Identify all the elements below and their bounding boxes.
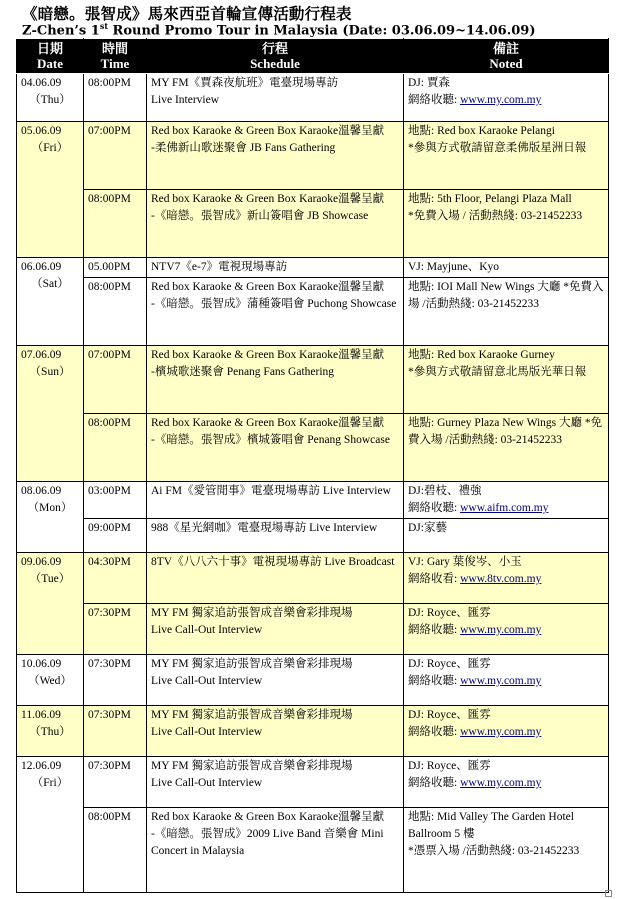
date-value: 11.06.09 — [21, 709, 61, 721]
website-link[interactable]: www.my.com.my — [460, 675, 542, 687]
time-cell: 05.00PM — [84, 258, 147, 278]
website-link[interactable]: www.my.com.my — [460, 624, 542, 636]
schedule-line: Live Call-Out Interview — [151, 777, 263, 789]
time-cell: 07:30PM — [84, 604, 147, 655]
table-row — [17, 757, 609, 808]
weekday-value: （Sun） — [29, 366, 71, 378]
note-prefix: 網絡收聽: — [408, 726, 461, 738]
noted-cell — [404, 346, 609, 414]
noted-cell — [404, 190, 609, 258]
note-prefix: 網絡收聽: — [408, 777, 461, 789]
header-time — [84, 39, 147, 74]
noted-cell — [404, 278, 609, 346]
note-prefix: 網絡收聽: — [408, 94, 461, 106]
document-title: 《暗戀。張智成》馬來西亞首輪宣傳活動行程表 — [22, 4, 352, 23]
weekday-value: （Sat） — [31, 278, 69, 290]
date-value: 07.06.09 — [21, 349, 62, 361]
schedule-table — [16, 38, 609, 893]
schedule-line: -柔佛新山歌迷聚會 JB Fans Gathering — [151, 142, 336, 154]
note-line: DJ: Royce、匯雰 — [408, 709, 491, 721]
schedule-cell — [147, 346, 404, 414]
time-cell: 09:00PM — [84, 519, 147, 553]
note-prefix: 網絡收聽: — [408, 502, 461, 514]
table-row — [17, 74, 609, 122]
time-cell: 08:00PM — [84, 808, 147, 893]
note-line: 地點: 5th Floor, Pelangi Plaza Mall — [408, 193, 572, 205]
header-noted-en: Noted — [489, 56, 523, 71]
website-link[interactable]: www.my.com.my — [460, 726, 542, 738]
schedule-line: 988《星光網咖》電臺現場專訪 Live Interview — [151, 522, 378, 534]
schedule-line: Ai FM《愛管閒事》電臺現場專訪 Live Interview — [151, 485, 391, 497]
website-link[interactable]: www.8tv.com.my — [460, 573, 542, 585]
schedule-cell — [147, 258, 404, 278]
note-line: DJ: 賈森 — [408, 77, 450, 89]
note-line: 地點: Mid Valley The Garden Hotel Ballroom 5 樓 — [408, 811, 574, 840]
time-cell: 08:00PM — [84, 414, 147, 482]
date-cell — [17, 122, 84, 258]
schedule-line: Red box Karaoke & Green Box Karaoke溫馨呈獻 — [151, 349, 385, 361]
date-cell — [17, 74, 84, 122]
weekday-value: （Mon） — [27, 502, 73, 514]
website-link[interactable]: www.my.com.my — [460, 94, 542, 106]
table-header — [17, 39, 609, 74]
time-cell: 07:30PM — [84, 706, 147, 757]
noted-cell — [404, 604, 609, 655]
note-prefix: 網絡收聽: — [408, 675, 461, 687]
table-row — [17, 706, 609, 757]
schedule-cell — [147, 655, 404, 706]
header-date-cn: 日期 — [36, 41, 63, 56]
date-cell — [17, 757, 84, 893]
weekday-value: （Wed） — [28, 675, 72, 687]
schedule-cell — [147, 414, 404, 482]
noted-cell — [404, 482, 609, 519]
table-row — [17, 122, 609, 190]
header-time-en: Time — [100, 56, 130, 71]
weekday-value: （Fri） — [31, 777, 69, 789]
subtitle-suffix: Round Promo Tour in Malaysia (Date: 03.06.09~14.06.09) — [108, 23, 536, 39]
note-line: DJ:碧枝、禮強 — [408, 485, 482, 497]
weekday-value: （Fri） — [31, 142, 69, 154]
note-line — [408, 724, 604, 741]
note-line: 地點: Red box Karaoke Gurney — [408, 349, 555, 361]
noted-cell — [404, 553, 609, 604]
schedule-line: Red box Karaoke & Green Box Karaoke溫馨呈獻 — [151, 417, 385, 429]
table-row — [17, 190, 609, 258]
time-cell: 04:30PM — [84, 553, 147, 604]
weekday-value: （Thu） — [29, 94, 71, 106]
noted-cell — [404, 414, 609, 482]
noted-cell — [404, 519, 609, 553]
date-value: 05.06.09 — [21, 125, 62, 137]
note-line: VJ: Gary 葉俊岑、小玉 — [408, 556, 522, 568]
schedule-cell — [147, 604, 404, 655]
note-line — [408, 775, 604, 792]
noted-cell — [404, 258, 609, 278]
schedule-line: Live Interview — [151, 94, 220, 106]
schedule-cell — [147, 808, 404, 893]
subtitle-prefix: Z-Chen’s 1 — [22, 23, 100, 39]
subtitle-sup: st — [99, 21, 109, 31]
schedule-cell — [147, 482, 404, 519]
noted-cell — [404, 808, 609, 893]
schedule-line: MY FM 獨家追訪張智成音樂會彩排現場 — [151, 760, 353, 772]
schedule-line: NTV7《e-7》電視現場專訪 — [151, 261, 288, 273]
schedule-line: MY FM《賈森夜航班》電臺現場專訪 — [151, 77, 339, 89]
document-subtitle — [22, 21, 535, 38]
noted-cell — [404, 757, 609, 808]
note-line: VJ: Mayjune、Kyo — [408, 261, 500, 273]
note-line: 地點: Red box Karaoke Pelangi — [408, 125, 555, 137]
note-line: DJ:家藝 — [408, 522, 447, 534]
table-row — [17, 553, 609, 604]
note-line: *憑票入場 /活動熱綫: 03-21452233 — [408, 845, 580, 857]
table-row — [17, 519, 609, 553]
schedule-line: Live Call-Out Interview — [151, 675, 263, 687]
table-row — [17, 278, 609, 346]
schedule-line: MY FM 獨家追訪張智成音樂會彩排現場 — [151, 607, 353, 619]
schedule-line: Red box Karaoke & Green Box Karaoke溫馨呈獻 — [151, 193, 385, 205]
table-row — [17, 414, 609, 482]
schedule-line: -《暗戀。張智成》蒲種簽唱會 Puchong Showcase — [151, 298, 397, 310]
table-row — [17, 655, 609, 706]
date-value: 12.06.09 — [21, 760, 62, 772]
schedule-line: Live Call-Out Interview — [151, 624, 263, 636]
time-cell: 07:00PM — [84, 122, 147, 190]
table-body — [17, 74, 609, 893]
schedule-line: -檳城歌迷聚會 Penang Fans Gathering — [151, 366, 335, 378]
schedule-line: Red box Karaoke & Green Box Karaoke溫馨呈獻 — [151, 811, 385, 823]
date-cell — [17, 346, 84, 482]
note-prefix: 網絡收看: — [408, 573, 461, 585]
page-end-marker — [605, 890, 612, 897]
schedule-cell — [147, 553, 404, 604]
noted-cell — [404, 655, 609, 706]
schedule-cell — [147, 519, 404, 553]
note-line — [408, 500, 604, 517]
header-schedule-en: Schedule — [250, 56, 300, 71]
schedule-line: 8TV《八八六十事》電視現場專訪 Live Broadcast — [151, 556, 395, 568]
time-cell: 03:00PM — [84, 482, 147, 519]
schedule-line: -《暗戀。張智成》新山簽唱會 JB Showcase — [151, 210, 369, 222]
schedule-line: Red box Karaoke & Green Box Karaoke溫馨呈獻 — [151, 281, 385, 293]
header-noted — [404, 39, 609, 74]
note-line: *參與方式敬請留意北馬版光華日報 — [408, 366, 587, 378]
time-cell: 07:30PM — [84, 655, 147, 706]
time-cell: 08:00PM — [84, 190, 147, 258]
note-line — [408, 92, 604, 109]
website-link[interactable]: www.my.com.my — [460, 777, 542, 789]
noted-cell — [404, 122, 609, 190]
note-line: 地點: IOI Mall New Wings 大廳 *免費入場 /活動熱綫: 03-21452233 — [408, 281, 604, 310]
website-link[interactable]: www.aifm.com.my — [460, 502, 549, 514]
schedule-cell — [147, 757, 404, 808]
time-cell: 08:00PM — [84, 74, 147, 122]
schedule-line: MY FM 獨家追訪張智成音樂會彩排現場 — [151, 709, 353, 721]
schedule-line: MY FM 獨家追訪張智成音樂會彩排現場 — [151, 658, 353, 670]
schedule-line: -《暗戀。張智成》2009 Live Band 音樂會 Mini Concert in Malaysia — [151, 828, 384, 857]
note-line: *免費入場 / 活動熱綫: 03-21452233 — [408, 210, 583, 222]
note-line: 地點: Gurney Plaza New Wings 大廳 *免費入場 /活動熱綫: 03-21452233 — [408, 417, 603, 446]
schedule-cell — [147, 278, 404, 346]
table-row — [17, 258, 609, 278]
header-schedule-cn: 行程 — [261, 41, 288, 56]
date-value: 08.06.09 — [21, 485, 62, 497]
schedule-cell — [147, 706, 404, 757]
date-cell — [17, 706, 84, 757]
schedule-line: Live Call-Out Interview — [151, 726, 263, 738]
note-prefix: 網絡收聽: — [408, 624, 461, 636]
noted-cell — [404, 74, 609, 122]
table-row — [17, 346, 609, 414]
schedule-line: -《暗戀。張智成》檳城簽唱會 Penang Showcase — [151, 434, 390, 446]
time-cell: 07:30PM — [84, 757, 147, 808]
date-value: 09.06.09 — [21, 556, 62, 568]
date-value: 10.06.09 — [21, 658, 62, 670]
time-cell: 07:00PM — [84, 346, 147, 414]
note-line: DJ: Royce、匯雰 — [408, 658, 491, 670]
date-value: 04.06.09 — [21, 77, 62, 89]
header-date — [17, 39, 84, 74]
table-row — [17, 482, 609, 519]
note-line: DJ: Royce、匯雰 — [408, 760, 491, 772]
time-cell: 08:00PM — [84, 278, 147, 346]
note-line: *參與方式敬請留意柔佛版星洲日報 — [408, 142, 587, 154]
noted-cell — [404, 706, 609, 757]
schedule-cell — [147, 122, 404, 190]
header-noted-cn: 備註 — [492, 41, 519, 56]
schedule-cell — [147, 190, 404, 258]
header-time-cn: 時間 — [101, 41, 128, 56]
header-schedule — [147, 39, 404, 74]
note-line — [408, 673, 604, 690]
note-line — [408, 622, 604, 639]
date-cell — [17, 553, 84, 655]
header-date-en: Date — [37, 56, 63, 71]
table-row — [17, 808, 609, 893]
date-cell — [17, 482, 84, 553]
date-cell — [17, 655, 84, 706]
date-value: 06.06.09 — [21, 261, 62, 273]
table-row — [17, 604, 609, 655]
schedule-line: Red box Karaoke & Green Box Karaoke溫馨呈獻 — [151, 125, 385, 137]
weekday-value: （Tue） — [29, 573, 71, 585]
note-line — [408, 571, 604, 588]
note-line: DJ: Royce、匯雰 — [408, 607, 491, 619]
schedule-cell — [147, 74, 404, 122]
weekday-value: （Thu） — [29, 726, 71, 738]
date-cell — [17, 258, 84, 346]
